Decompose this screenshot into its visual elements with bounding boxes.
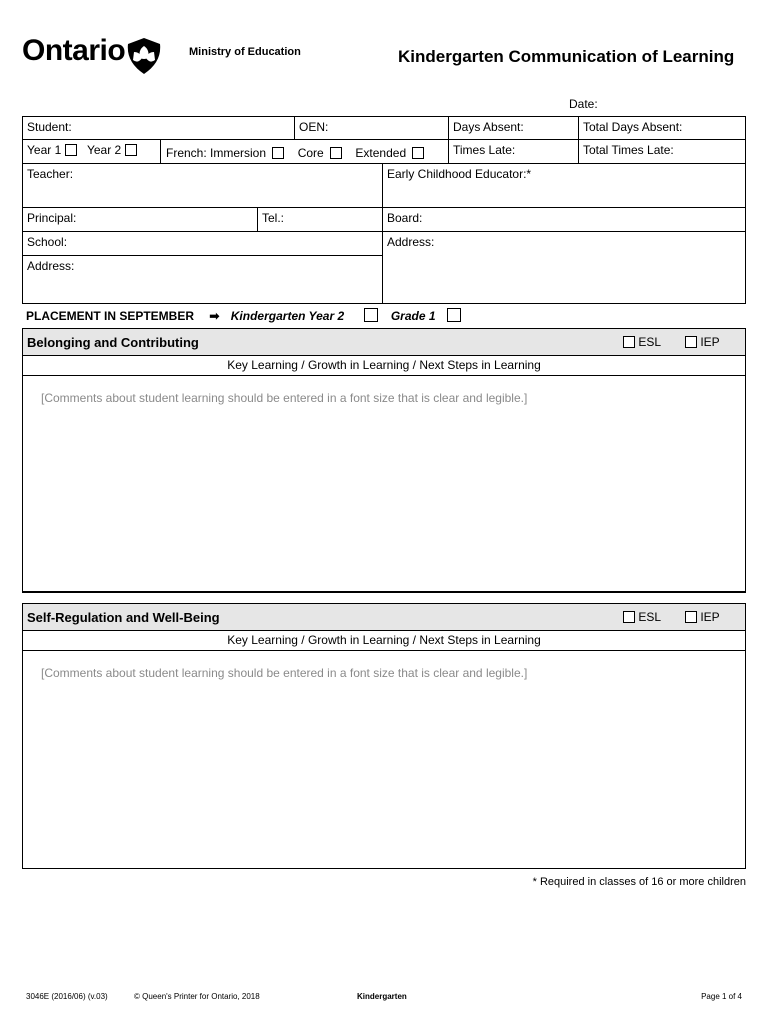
copyright-notice: © Queen's Printer for Ontario, 2018 [134, 992, 260, 1001]
student-label: Student: [27, 120, 72, 134]
teacher-label: Teacher: [27, 167, 74, 181]
section-header-self-regulation [22, 603, 746, 631]
school-address-label: Address: [27, 259, 75, 273]
comment-placeholder: [Comments about student learning should be entered in a font size that is clear and legible.] [41, 391, 528, 405]
total-days-absent-field[interactable] [578, 116, 746, 140]
placement-label: PLACEMENT IN SEPTEMBER [26, 309, 195, 323]
kindergarten-year2-label: Kindergarten Year 2 [230, 309, 345, 323]
school-field[interactable] [22, 231, 383, 256]
year2-checkbox[interactable] [125, 144, 137, 156]
esl-option [623, 335, 661, 349]
days-absent-field[interactable] [448, 116, 579, 140]
date-label: Date: [569, 97, 598, 111]
esl-checkbox[interactable] [623, 611, 635, 623]
total-times-late-field[interactable] [578, 139, 746, 164]
student-field[interactable] [22, 116, 295, 140]
school-label: School: [27, 235, 68, 249]
row-divider [160, 140, 161, 164]
core-checkbox[interactable] [330, 147, 342, 159]
grade1-label: Grade 1 [390, 309, 436, 323]
ministry-label: Ministry of Education [189, 46, 301, 58]
tel-field[interactable] [257, 207, 383, 232]
school-address-field[interactable] [22, 255, 383, 304]
teacher-field[interactable] [22, 163, 383, 208]
self-regulation-comments-area[interactable] [22, 650, 746, 869]
page-number: Page 1 of 4 [701, 992, 742, 1001]
year1-label: Year 1 [27, 143, 62, 157]
french-immersion-checkbox[interactable] [272, 147, 284, 159]
esl-option [623, 610, 661, 624]
trillium-logo-icon [124, 36, 164, 76]
grade1-checkbox[interactable] [447, 308, 461, 322]
year1-checkbox[interactable] [65, 144, 77, 156]
year2-label: Year 2 [86, 143, 122, 157]
kindergarten-year2-checkbox[interactable] [364, 308, 378, 322]
total-times-late-label: Total Times Late: [583, 143, 674, 157]
total-days-absent-label: Total Days Absent: [583, 120, 683, 134]
board-field[interactable] [382, 207, 746, 232]
section-header-belonging [22, 328, 746, 356]
iep-label: IEP [700, 610, 720, 624]
belonging-comments-area[interactable] [22, 375, 746, 593]
oen-field[interactable] [294, 116, 449, 140]
iep-checkbox[interactable] [685, 611, 697, 623]
required-footnote: * Required in classes of 16 or more children [532, 876, 746, 888]
french-immersion-label: French: Immersion [166, 146, 267, 160]
principal-label: Principal: [27, 211, 77, 225]
core-label: Core [297, 146, 324, 160]
ontario-logo-text: Ontario [22, 34, 126, 67]
board-address-field[interactable] [382, 231, 746, 304]
principal-field[interactable] [22, 207, 258, 232]
iep-label: IEP [700, 335, 720, 349]
document-title: Kindergarten Communication of Learning [398, 47, 735, 66]
iep-option [685, 610, 720, 624]
comment-placeholder: [Comments about student learning should be entered in a font size that is clear and legible.] [41, 666, 528, 680]
esl-label: ESL [638, 335, 662, 349]
section-title: Belonging and Contributing [27, 335, 199, 350]
extended-checkbox[interactable] [412, 147, 424, 159]
days-absent-label: Days Absent: [453, 120, 524, 134]
form-number: 3046E (2016/06) (v.03) [26, 992, 108, 1001]
iep-checkbox[interactable] [685, 336, 697, 348]
oen-label: OEN: [299, 120, 329, 134]
esl-checkbox[interactable] [623, 336, 635, 348]
french-immersion-group [166, 146, 424, 160]
section-subheading: Key Learning / Growth in Learning / Next Steps in Learning [22, 631, 746, 651]
board-address-label: Address: [387, 235, 435, 249]
esl-label: ESL [638, 610, 662, 624]
section-title: Self-Regulation and Well-Being [27, 610, 220, 625]
times-late-label: Times Late: [453, 143, 516, 157]
placement-row [26, 308, 461, 323]
times-late-field[interactable] [448, 139, 579, 164]
ece-label: Early Childhood Educator:* [387, 167, 532, 181]
arrow-right-icon: ➡ [209, 309, 220, 323]
iep-option [685, 335, 720, 349]
section-subheading: Key Learning / Growth in Learning / Next Steps in Learning [22, 356, 746, 376]
extended-label: Extended [355, 146, 407, 160]
ece-field[interactable] [382, 163, 746, 208]
footer-center-label: Kindergarten [357, 992, 407, 1001]
tel-label: Tel.: [262, 211, 285, 225]
board-label: Board: [387, 211, 423, 225]
